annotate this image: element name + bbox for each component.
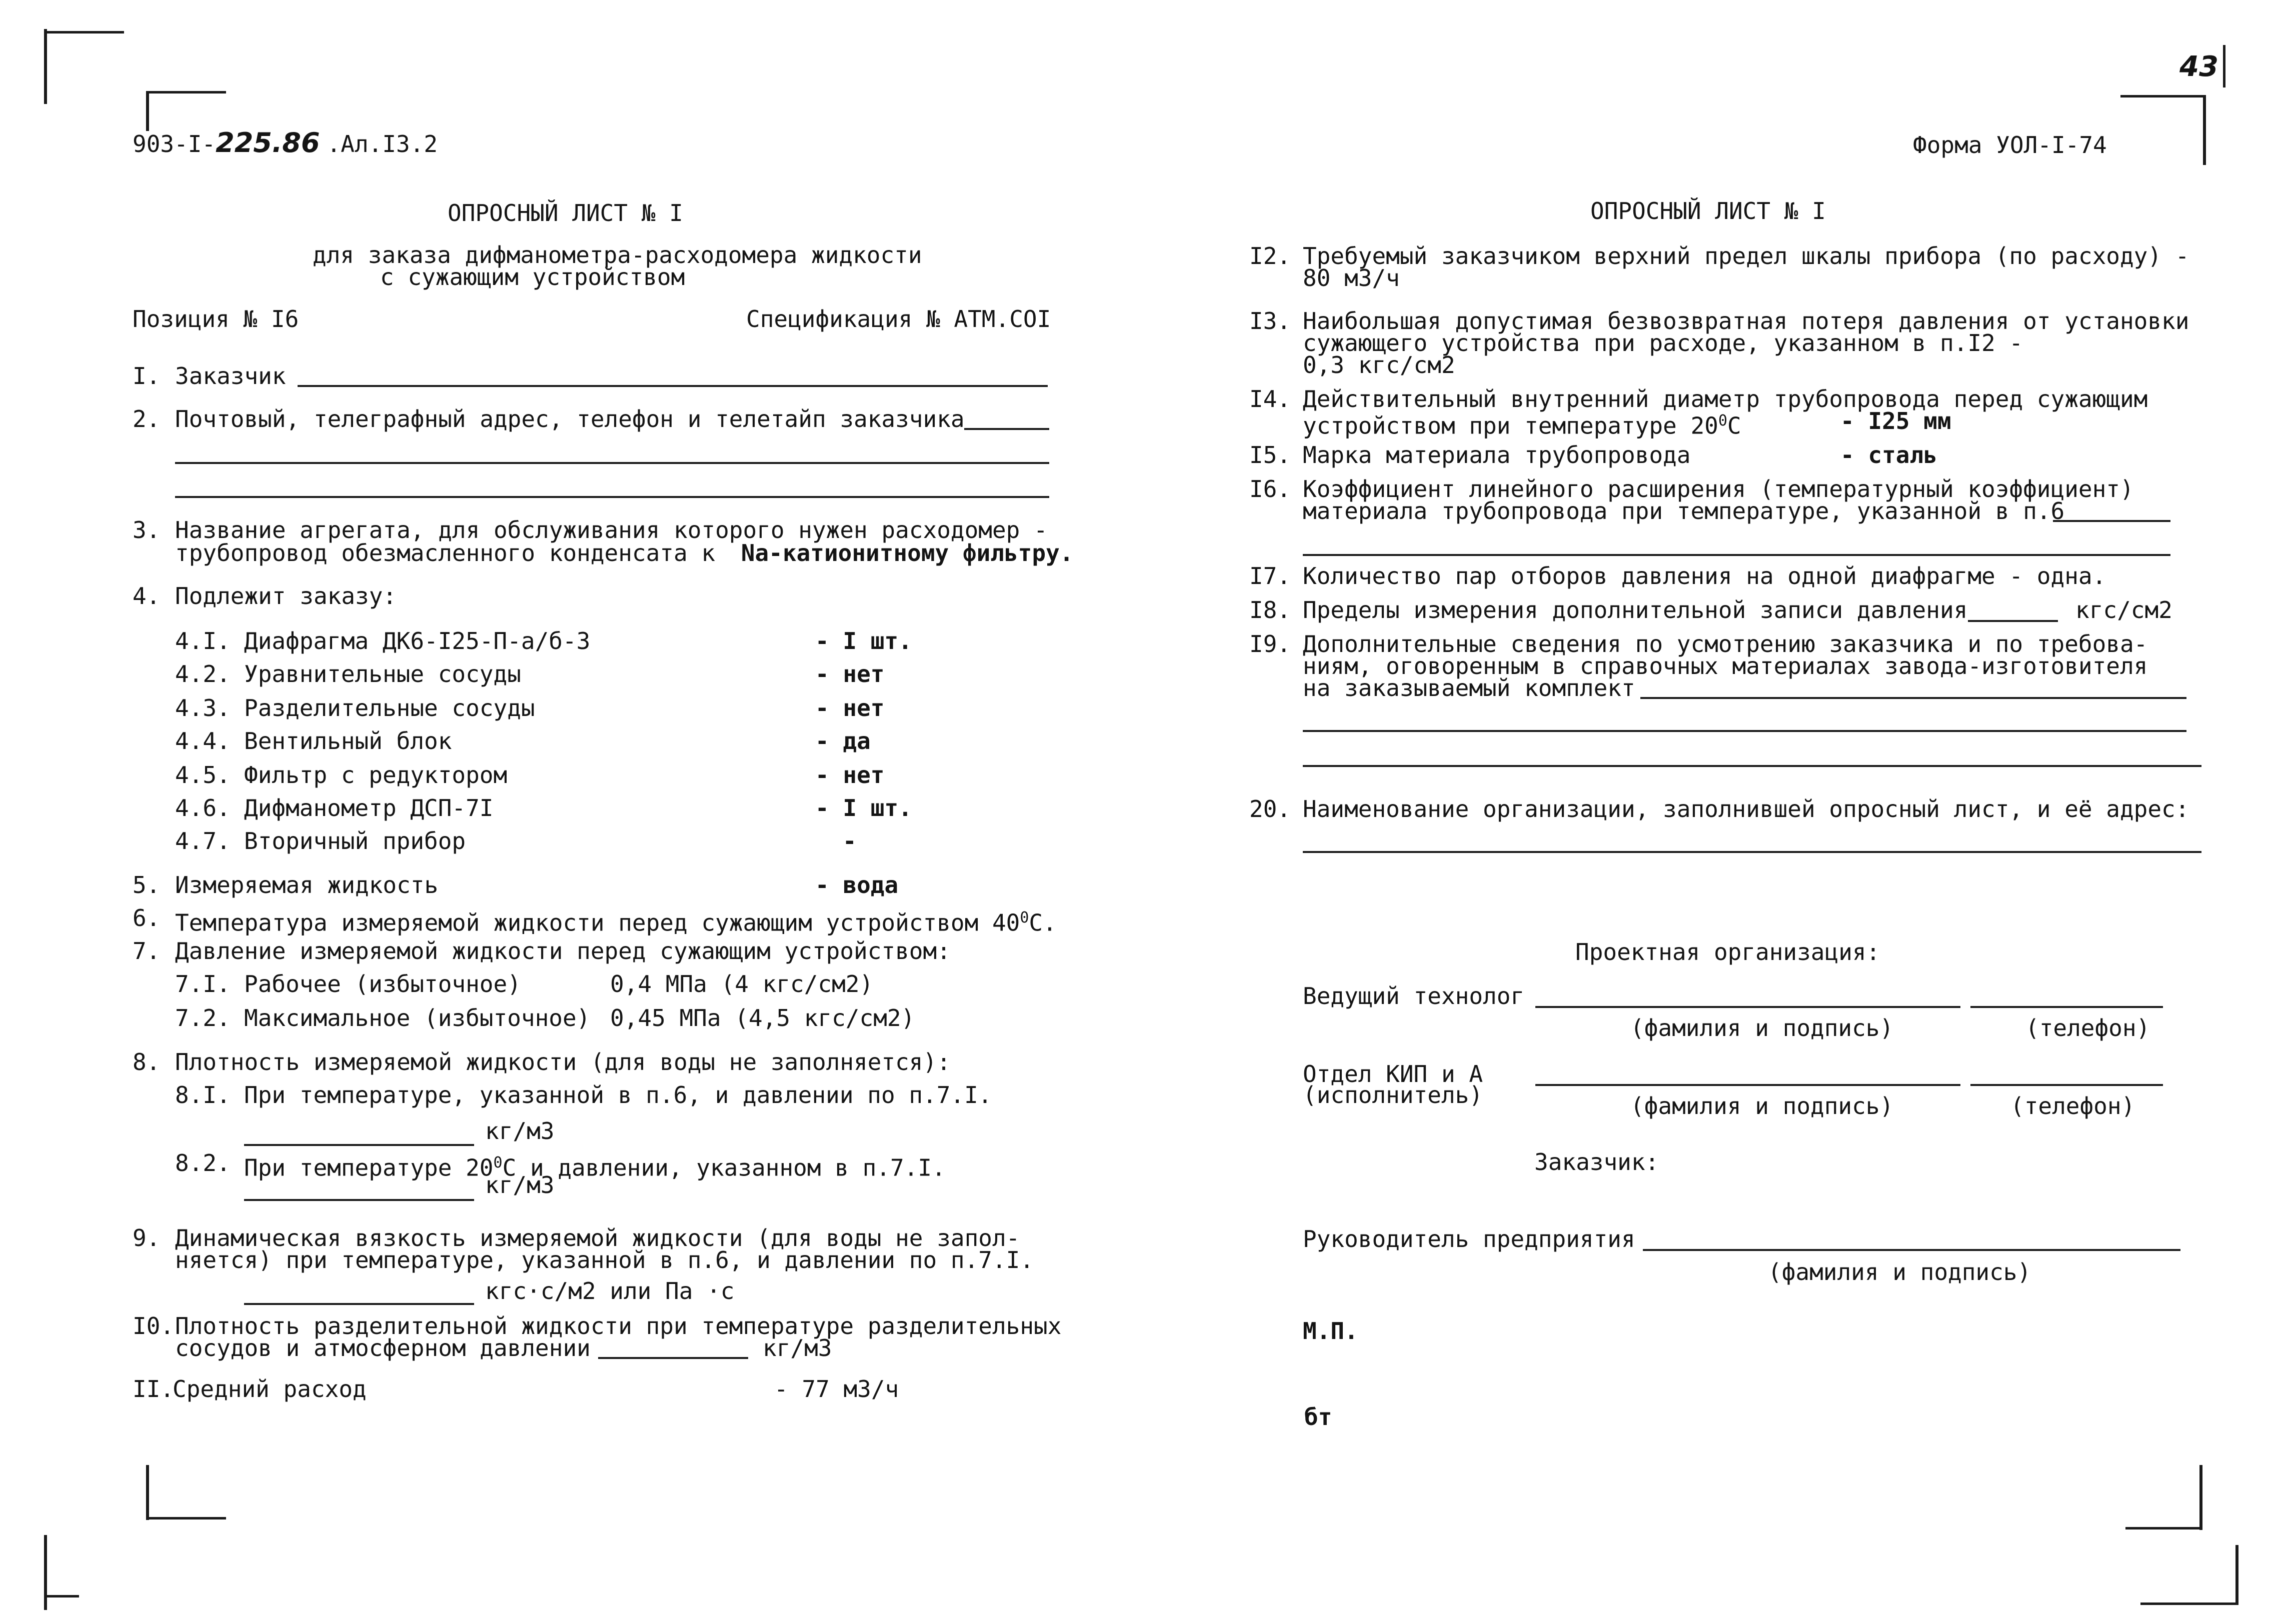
order-item-value: - I шт. [815,794,912,822]
order-item-value: - нет [815,660,885,688]
item-8-2-label-b: С и давлении, указанном в п.7.I. [502,1154,946,1182]
additional-info-field-line-3[interactable] [1303,765,2201,767]
item-9-line-1: Динамическая вязкость измеряемой жидкости (для воды не запол- [175,1224,1020,1252]
document-code-suffix: .Ал.I3.2 [327,130,438,158]
crop-mark [146,91,226,94]
document-code-prefix: 903-I- [133,130,216,158]
order-item-num: 4.I. [175,628,231,654]
instrumentation-dept-label: Отдел КИП и А [1303,1060,1483,1088]
item-8-2-text [244,1150,946,1180]
order-item-label: Вентильный блок [244,728,452,754]
item-14-degree: 0 [1718,412,1727,430]
item-17-number: I7. [1249,562,1291,590]
order-item-value: - нет [815,762,885,788]
additional-info-field-line-2[interactable] [1303,730,2186,732]
order-item-label: Диафрагма ДК6-I25-П-а/б-3 [244,628,591,654]
organization-field[interactable] [1303,851,2201,853]
item-6-degree: 0 [1020,909,1029,926]
item-11-number: II. [133,1376,175,1402]
item-8-2-label-a: При температуре 20 [244,1154,494,1182]
phone-caption: (телефон) [2025,1014,2150,1042]
item-19-line-1: Дополнительные сведения по усмотрению заказчика и по требова- [1303,630,2148,658]
density-field-2[interactable] [244,1199,474,1201]
item-3-number: 3. [133,516,161,544]
crop-mark [44,1535,47,1610]
item-10-line-2: сосудов и атмосферном давлении [175,1334,591,1362]
left-title: ОПРОСНЫЙ ЛИСТ № I [448,200,683,226]
expansion-coefficient-field[interactable] [2053,520,2170,522]
phone-caption: (телефон) [2010,1092,2135,1120]
item-4-number: 4. [133,582,161,610]
document-code-handwritten: 225.86 [216,127,320,158]
item-8-1-number: 8.I. [175,1082,231,1108]
order-item-value: - [843,828,857,854]
item-14-line-2-a: устройством при температуре 20 [1303,412,1718,440]
item-10-line-1: Плотность разделительной жидкости при температуре разделительных [175,1312,1062,1340]
item-16-line-2: материала трубопровода при температуре, указанной в п.6 [1303,498,2065,524]
order-item-label: Вторичный прибор [244,828,466,854]
item-2-label: Почтовый, телеграфный адрес, телефон и телетайп заказчика [175,406,965,432]
order-item-label: Уравнительные сосуды [244,660,521,688]
item-5-label: Измеряемая жидкость [175,872,439,898]
crop-mark [2140,1602,2238,1605]
item-3-line-2-filled: Na-катионитному фильтру. [741,540,1074,566]
item-18-number: I8. [1249,596,1291,624]
head-signature-field[interactable] [1643,1249,2180,1251]
item-7-number: 7. [133,938,161,964]
order-item-num: 4.4. [175,728,231,754]
crop-mark [146,91,149,131]
item-8-label: Плотность измеряемой жидкости (для воды не заполняется): [175,1048,951,1076]
item-11-label: Средний расход [173,1376,367,1402]
item-7-2-label: Максимальное (избыточное) [244,1004,591,1032]
page-number: 43 [2179,50,2218,83]
item-7-1-value: 0,4 МПа (4 кгс/см2) [610,970,874,998]
crop-mark [2199,1465,2202,1530]
right-title: ОПРОСНЫЙ ЛИСТ № I [1590,198,1826,224]
stamp-place: М.П. [1303,1318,1358,1344]
item-13-number: I3. [1249,308,1291,334]
subtitle-line-1: для заказа дифманометра-расходомера жидкости [313,242,922,268]
expansion-coefficient-field-line-2[interactable] [1303,554,2170,556]
item-10-number: I0. [133,1312,175,1340]
item-7-1-number: 7.I. [175,970,231,998]
item-14-number: I4. [1249,386,1291,412]
viscosity-field[interactable] [244,1303,474,1305]
item-7-1-label: Рабочее (избыточное) [244,970,521,998]
subtitle-line-2: с сужающим устройством [380,264,685,290]
item-8-2-degree: 0 [493,1154,503,1172]
item-11-value: - 77 м3/ч [774,1376,899,1402]
executor-signature-field[interactable] [1535,1084,1960,1086]
item-13-line-1: Наибольшая допустимая безвозвратная потеря давления от установки [1303,308,2189,334]
name-signature-caption: (фамилия и подпись) [1630,1014,1894,1042]
item-8-2-unit: кг/м3 [485,1172,555,1198]
item-14-line-2 [1303,408,1741,438]
executor-label: (исполнитель) [1303,1082,1483,1108]
position-number: Позиция № I6 [133,306,299,332]
density-field-1[interactable] [244,1144,474,1146]
document-code [133,127,438,158]
item-9-unit: кгс·с/м2 или Па ·с [485,1278,735,1304]
item-20-label: Наименование организации, заполнившей опросный лист, и её адрес: [1303,796,2189,822]
item-6-text [175,905,1057,936]
head-of-enterprise-label: Руководитель предприятия [1303,1226,1635,1252]
order-item-value: - I шт. [815,628,912,654]
crop-mark [146,1465,149,1520]
order-item-num: 4.7. [175,828,231,854]
item-13-line-3: 0,3 кгс/см2 [1303,352,1455,378]
item-5-value: - вода [815,872,899,898]
item-8-number: 8. [133,1048,161,1076]
item-10-unit: кг/м3 [763,1334,832,1362]
item-1-number: I. [133,362,161,390]
address-field-line-2[interactable] [175,462,1049,464]
address-field-line-3[interactable] [175,496,1049,498]
design-organization-heading: Проектная организация: [1575,938,1880,966]
item-8-2-number: 8.2. [175,1150,231,1176]
lead-technologist-signature-field[interactable] [1535,1006,1960,1008]
name-signature-caption: (фамилия и подпись) [1768,1258,2031,1286]
item-16-line-1: Коэффициент линейного расширения (температурный коэффициент) [1303,476,2134,502]
item-19-line-3: на заказываемый комплект [1303,674,1635,702]
item-19-line-2: ниям, оговоренным в справочных материалах завода-изготовителя [1303,652,2148,680]
item-6-label: Температура измеряемой жидкости перед сужающим устройством 40 [175,909,1020,936]
item-3-line-2 [175,540,1073,566]
item-18-unit: кгс/см2 [2075,596,2172,624]
item-17-label: Количество пар отборов давления на одной диафрагме - одна. [1303,562,2106,590]
item-12-line-1: Требуемый заказчиком верхний предел шкалы прибора (по расходу) - [1303,242,2189,270]
order-item-num: 4.6. [175,794,231,822]
order-item-num: 4.3. [175,694,231,722]
order-item-label: Разделительные сосуды [244,694,535,722]
item-18-label: Пределы измерения дополнительной записи давления [1303,596,1968,624]
order-item-value: - нет [815,694,885,722]
crop-mark [2203,95,2206,165]
crop-mark [44,1595,79,1598]
item-8-1-label: При температуре, указанной в п.6, и давлении по п.7.I. [244,1082,992,1108]
item-4-label: Подлежит заказу: [175,582,397,610]
item-20-number: 20. [1249,796,1291,822]
order-item-label: Дифманометр ДСП-7I [244,794,494,822]
item-7-2-value: 0,45 МПа (4,5 кгс/см2) [610,1004,915,1032]
item-15-label: Марка материала трубопровода [1303,442,1691,468]
separating-density-field[interactable] [598,1357,748,1359]
order-item-num: 4.5. [175,762,231,788]
item-15-value: - сталь [1840,442,1937,468]
crop-mark [2125,1527,2202,1530]
order-item-num: 4.2. [175,660,231,688]
item-16-number: I6. [1249,476,1291,502]
crop-mark [146,1517,226,1520]
crop-mark [2223,45,2225,88]
item-6-number: 6. [133,904,161,932]
customer-heading: Заказчик: [1534,1148,1659,1176]
customer-field[interactable] [298,385,1048,387]
item-14-line-2-b: С [1727,412,1741,440]
item-9-number: 9. [133,1224,161,1252]
executor-phone-field[interactable] [1970,1084,2163,1086]
item-15-number: I5. [1249,442,1291,468]
item-3-line-1: Название агрегата, для обслуживания которого нужен расходомер - [175,516,1048,544]
item-12-line-2: 80 м3/ч [1303,264,1400,292]
item-19-number: I9. [1249,630,1291,658]
additional-info-field[interactable] [1640,697,2186,699]
crop-mark [2235,1545,2238,1605]
item-7-label: Давление измеряемой жидкости перед сужающим устройством: [175,938,951,964]
item-2-number: 2. [133,406,161,432]
item-13-line-2: сужающего устройства при расходе, указанном в п.I2 - [1303,330,2023,356]
crop-mark [44,31,124,34]
specification-number: Спецификация № АТМ.СОI [746,306,1051,332]
item-1-label: Заказчик [175,362,286,390]
item-3-line-2-text: трубопровод обезмасленного конденсата к [175,540,716,566]
lead-technologist-label: Ведущий технолог [1303,982,1525,1010]
address-field[interactable] [964,428,1049,430]
item-14-line-1: Действительный внутренний диаметр трубопровода перед сужающим [1303,386,2148,412]
form-code: Форма УОЛ-I-74 [1913,132,2107,158]
name-signature-caption: (фамилия и подпись) [1630,1092,1894,1120]
lead-technologist-phone-field[interactable] [1970,1006,2163,1008]
order-item-label: Фильтр с редуктором [244,762,508,788]
item-14-value: - I25 мм [1840,408,1951,434]
crop-mark [44,29,47,104]
item-9-line-2: няется) при температуре, указанной в п.6, и давлении по п.7.I. [175,1246,1034,1274]
item-7-2-number: 7.2. [175,1004,231,1032]
pressure-record-limit-field[interactable] [1968,620,2058,622]
order-item-value: - да [815,728,871,754]
item-6-unit: С. [1029,909,1057,936]
item-5-number: 5. [133,872,161,898]
item-12-number: I2. [1249,242,1291,270]
footer-mark: бт [1304,1404,1332,1430]
item-8-1-unit: кг/м3 [485,1118,555,1144]
crop-mark [2120,95,2205,98]
